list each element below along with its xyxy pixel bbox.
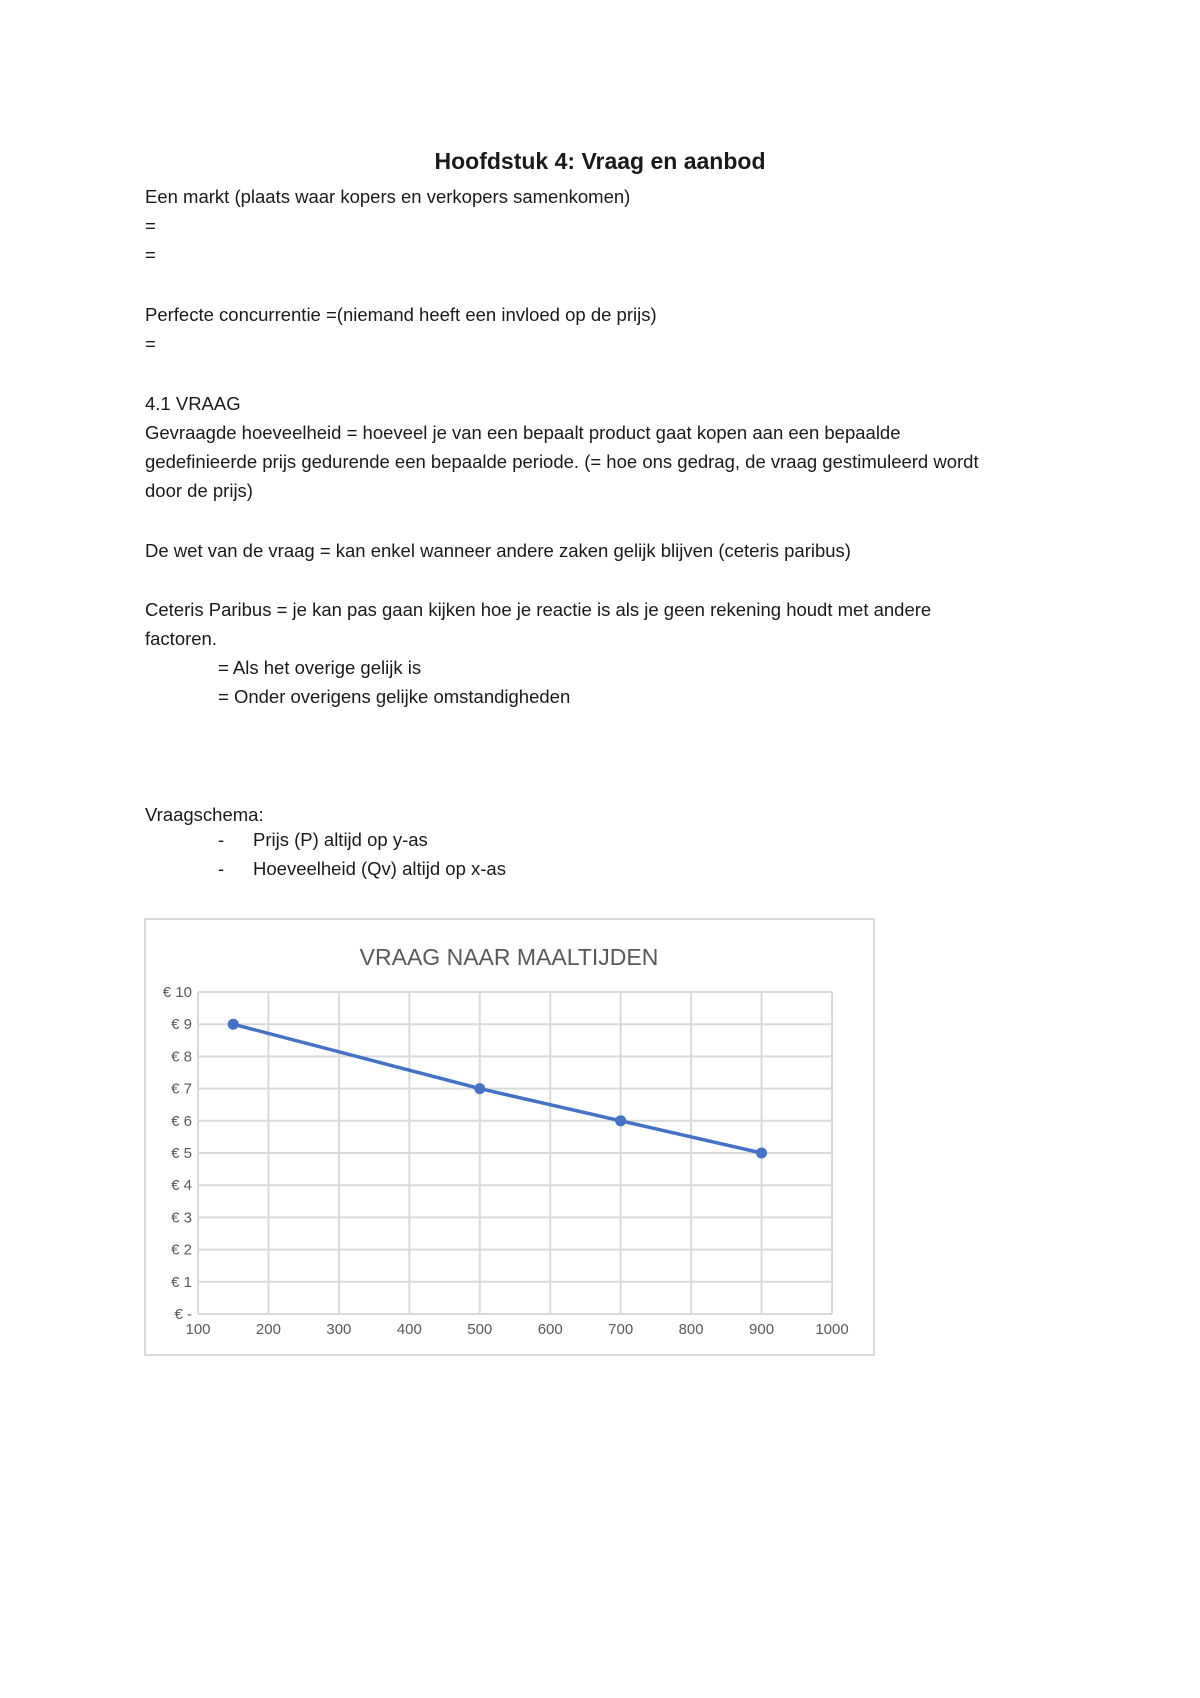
y-tick-label: € 2: [171, 1241, 192, 1259]
chart-svg: [146, 920, 873, 1354]
text-line-vraagschema: Vraagschema:: [145, 804, 264, 825]
text-line-eq-1: =: [145, 215, 156, 236]
text-line-ceteris-2: factoren.: [145, 628, 217, 649]
y-tick-label: € 6: [171, 1112, 192, 1130]
y-tick-label: € 1: [171, 1273, 192, 1291]
y-tick-label: € -: [174, 1306, 192, 1323]
y-tick-label: € 10: [162, 984, 192, 1001]
text-line-ceteris-4: = Onder overigens gelijke omstandigheden: [218, 686, 571, 707]
text-line-wet-van-de-vraag: De wet van de vraag = kan enkel wanneer andere zaken gelijk blijven (ceteris paribus): [145, 540, 851, 561]
y-tick-label: € 3: [171, 1209, 192, 1227]
bullet-marker: -: [218, 858, 225, 879]
x-tick-label: 1000: [815, 1321, 849, 1338]
demand-chart: [144, 918, 875, 1356]
x-tick-label: 200: [255, 1321, 281, 1338]
y-tick-label: € 7: [171, 1080, 192, 1098]
chart-ticks: [163, 984, 849, 1338]
text-line-eq-3: =: [145, 333, 156, 354]
text-line-perfecte-concurrentie: Perfecte concurrentie =(niemand heeft een invloed op de prijs): [145, 304, 657, 325]
text-line-gevraagde-2: gedefinieerde prijs gedurende een bepaalde periode. (= hoe ons gedrag, de vraag gestimuleerd wordt: [145, 451, 979, 472]
text-line-eq-2: =: [145, 244, 156, 265]
bullet-item: Hoeveelheid (Qv) altijd op x-as: [253, 858, 506, 879]
x-tick-label: 700: [608, 1321, 634, 1338]
data-point: [474, 1083, 485, 1094]
y-tick-label: € 9: [171, 1016, 192, 1034]
y-tick-label: € 8: [171, 1048, 192, 1066]
bullet-marker: -: [218, 829, 225, 850]
x-tick-label: 300: [326, 1321, 352, 1338]
x-tick-label: 100: [185, 1321, 211, 1338]
text-line-ceteris-1: Ceteris Paribus = je kan pas gaan kijken hoe je reactie is als je geen rekening houdt met andere: [145, 599, 932, 620]
y-tick-label: € 4: [171, 1177, 192, 1195]
text-line-gevraagde-3: door de prijs): [145, 480, 253, 501]
text-line-gevraagde-1: Gevraagde hoeveelheid = hoeveel je van een bepaalt product gaat kopen aan een bepaalde: [145, 422, 901, 443]
x-tick-label: 500: [467, 1321, 493, 1338]
section-heading: 4.1 VRAAG: [145, 393, 241, 414]
text-line-ceteris-3: = Als het overige gelijk is: [218, 657, 422, 678]
data-point: [756, 1148, 767, 1159]
y-tick-label: € 5: [171, 1145, 192, 1162]
x-tick-label: 800: [678, 1321, 704, 1338]
x-tick-label: 900: [749, 1321, 775, 1338]
page-title: Hoofdstuk 4: Vraag en aanbod: [434, 148, 766, 174]
data-point: [615, 1115, 626, 1126]
data-point: [228, 1019, 239, 1030]
chart-title: VRAAG NAAR MAALTIJDEN: [359, 944, 659, 970]
bullet-item: Prijs (P) altijd op y-as: [253, 829, 428, 850]
x-tick-label: 400: [396, 1321, 422, 1338]
x-tick-label: 600: [537, 1321, 563, 1338]
text-line-markt: Een markt (plaats waar kopers en verkopers samenkomen): [145, 186, 631, 207]
